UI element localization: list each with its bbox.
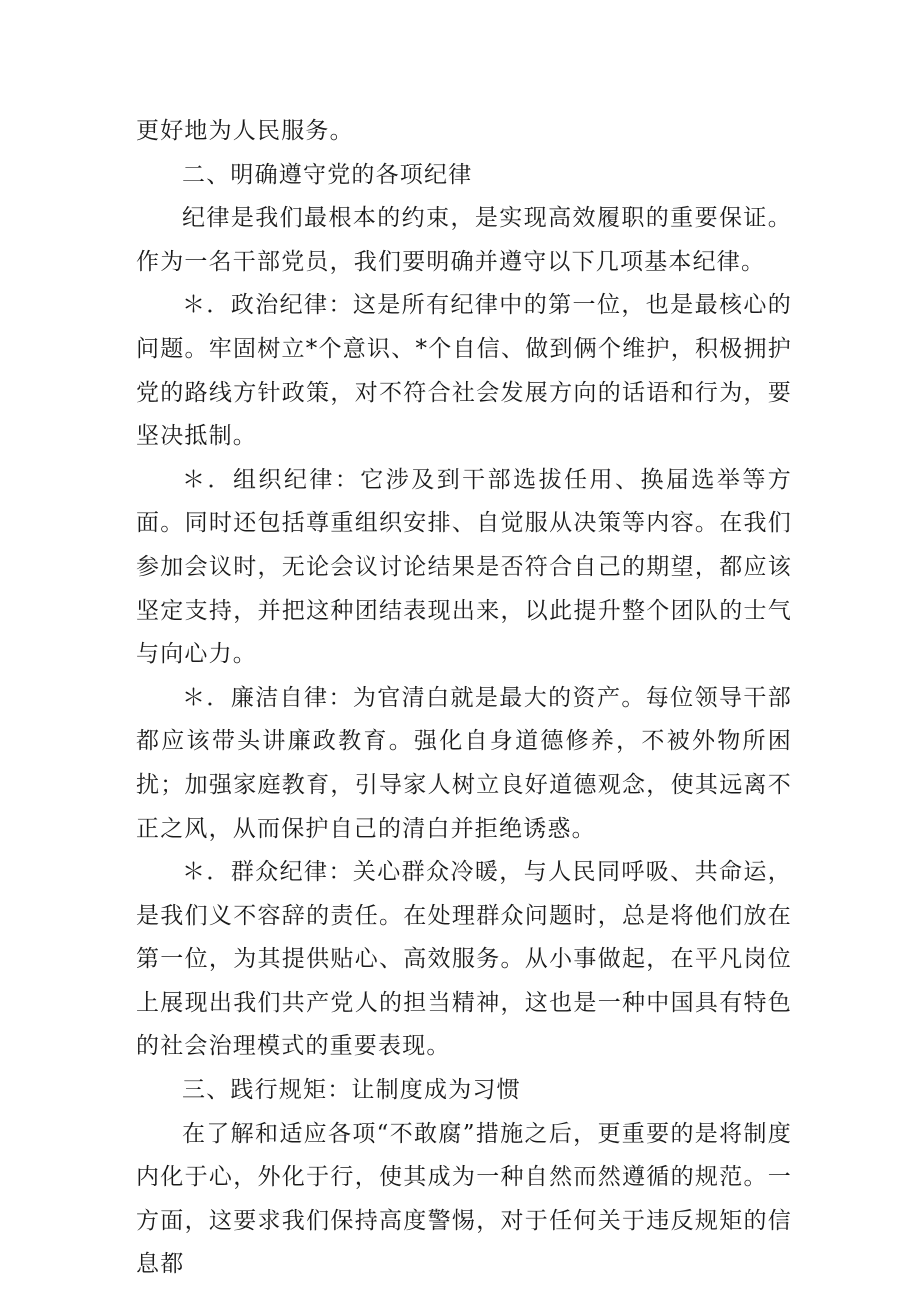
paragraph-continuation: 更好地为人民服务。	[136, 118, 354, 144]
paragraph-organizational-discipline: ＊．组织纪律：它涉及到干部选拔任用、换届选举等方面。同时还包括尊重组织安排、自觉服从决策等内容。在我们参加会议时，无论会议讨论结果是否符合自己的期望，都应该坚定支持，并把这种团结表现出来，以此提升整个团队的士气与向心力。	[136, 466, 792, 668]
paragraph-mass-discipline: ＊．群众纪律：关心群众冷暖，与人民同呼吸、共命运，是我们义不容辞的责任。在处理群众问题时，总是将他们放在第一位，为其提供贴心、高效服务。从小事做起，在平凡岗位上展现出我们共产党人的担当精神，这也是一种中国具有特色的社会治理模式的重要表现。	[136, 859, 792, 1060]
section-heading-2: 二、明确遵守党的各项纪律	[182, 161, 473, 188]
document-body	[136, 110, 792, 1287]
paragraph-integrity-discipline: ＊．廉洁自律：为官清白就是最大的资产。每位领导干部都应该带头讲廉政教育。强化自身道德修养，不被外物所困扰；加强家庭教育，引导家人树立良好道德观念，使其远离不正之风，从而保护自己的清白并拒绝诱惑。	[136, 684, 792, 842]
paragraph-discipline-intro: 纪律是我们最根本的约束，是实现高效履职的重要保证。作为一名干部党员，我们要明确并遵守以下几项基本纪律。	[136, 205, 792, 275]
paragraph-political-discipline: ＊．政治纪律：这是所有纪律中的第一位，也是最核心的问题。牢固树立*个意识、*个自信、做到俩个维护，积极拥护党的路线方针政策，对不符合社会发展方向的话语和行为，要坚决抵制。	[136, 292, 792, 450]
paragraph-practice-rules: 在了解和适应各项“不敢腐”措施之后，更重要的是将制度内化于心，外化于行，使其成为一种自然而然遵循的规范。一方面，这要求我们保持高度警惕，对于任何关于违反规矩的信息都	[136, 1120, 792, 1278]
section-heading-3: 三、践行规矩：让制度成为习惯	[182, 1077, 521, 1104]
